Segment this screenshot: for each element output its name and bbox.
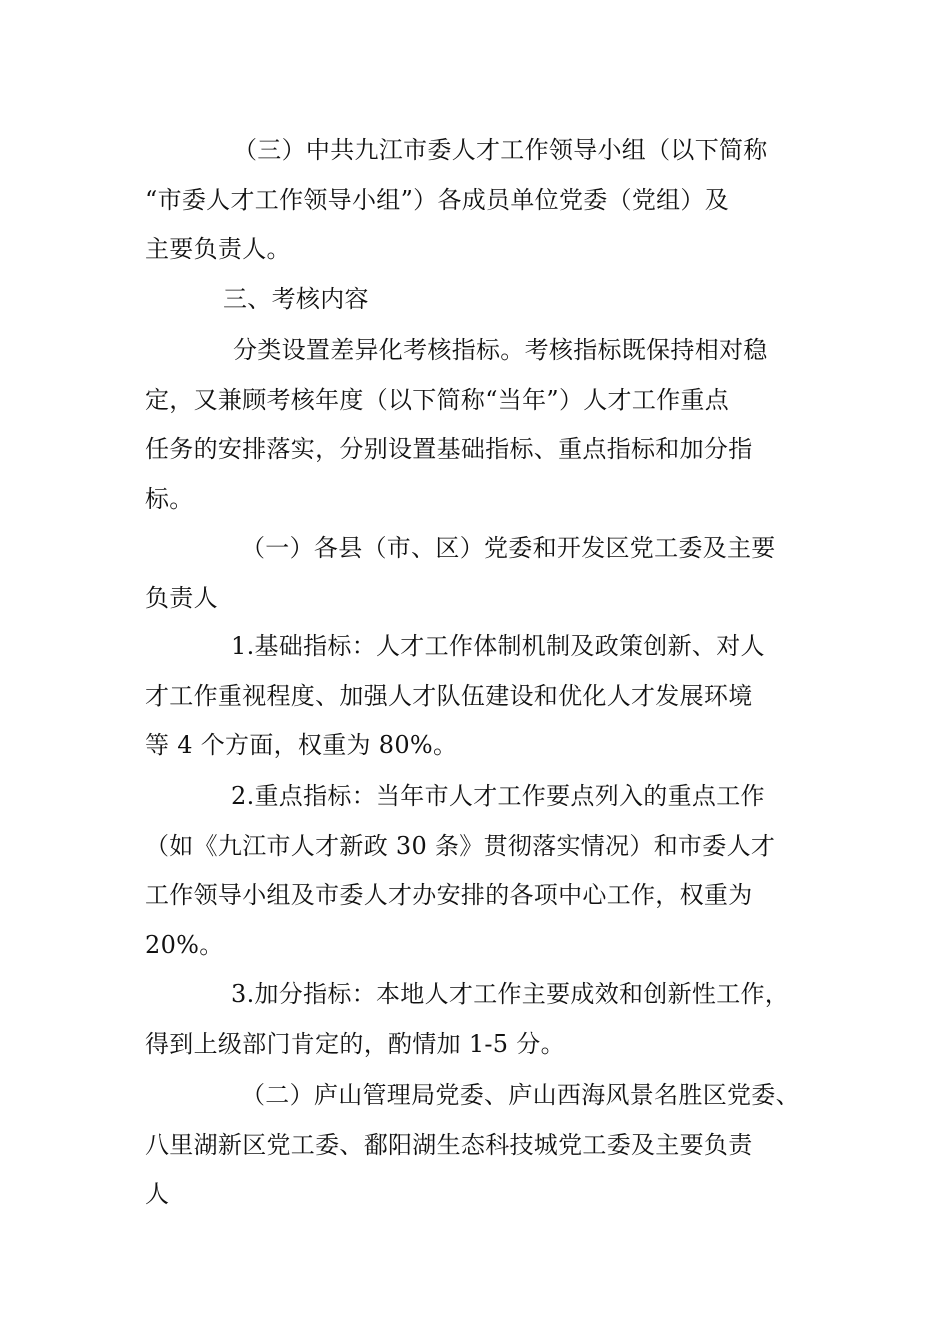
text-line: 人 [145, 1180, 170, 1208]
paragraph-bonus-indicator [145, 970, 825, 1069]
text-line: 八里湖新区党工委、鄱阳湖生态科技城党工委及主要负责 [145, 1130, 753, 1159]
text-line: 1.基础指标：人才工作体制机制及政策创新、对人 [231, 632, 765, 660]
subheading-lushan-units [145, 1071, 825, 1220]
text-line: 才工作重视程度、加强人才队伍建设和优化人才发展环境 [145, 681, 753, 710]
text-line: 工作领导小组及市委人才办安排的各项中心工作，权重为 [145, 881, 753, 909]
paragraph-leading-group-members [145, 126, 825, 275]
paragraph-basic-indicator [145, 622, 825, 771]
text-line: （二）庐山管理局党委、庐山西海风景名胜区党委、 [241, 1081, 800, 1109]
text-line: 等 4 个方面，权重为 80%。 [145, 731, 458, 759]
text-line: （三）中共九江市委人才工作领导小组（以下简称 [233, 136, 768, 164]
text-line: “市委人才工作领导小组”）各成员单位党委（党组）及 [145, 185, 730, 214]
text-line: 20%。 [145, 930, 224, 959]
section-heading-assessment-content [145, 275, 825, 325]
paragraph-key-indicator [145, 772, 825, 970]
text-line: 标。 [145, 484, 194, 513]
text-line: （一）各县（市、区）党委和开发区党工委及主要 [241, 534, 776, 562]
text-line: 负责人 [145, 583, 218, 612]
text-line: 三、考核内容 [223, 285, 369, 313]
text-line: 2.重点指标：当年市人才工作要点列入的重点工作 [231, 782, 765, 810]
text-line: 任务的安排落实，分别设置基础指标、重点指标和加分指 [145, 435, 753, 463]
text-line: 3.加分指标：本地人才工作主要成效和创新性工作， [231, 980, 790, 1008]
paragraph-indicator-overview [145, 326, 825, 524]
text-line: 得到上级部门肯定的，酌情加 1-5 分。 [145, 1029, 565, 1058]
text-line: 定，又兼顾考核年度（以下简称“当年”）人才工作重点 [145, 385, 730, 414]
text-line: 主要负责人。 [145, 235, 291, 263]
text-line: 分类设置差异化考核指标。考核指标既保持相对稳 [233, 336, 768, 364]
text-line: （如《九江市人才新政 30 条》贯彻落实情况）和市委人才 [145, 831, 776, 860]
subheading-counties [145, 524, 825, 623]
